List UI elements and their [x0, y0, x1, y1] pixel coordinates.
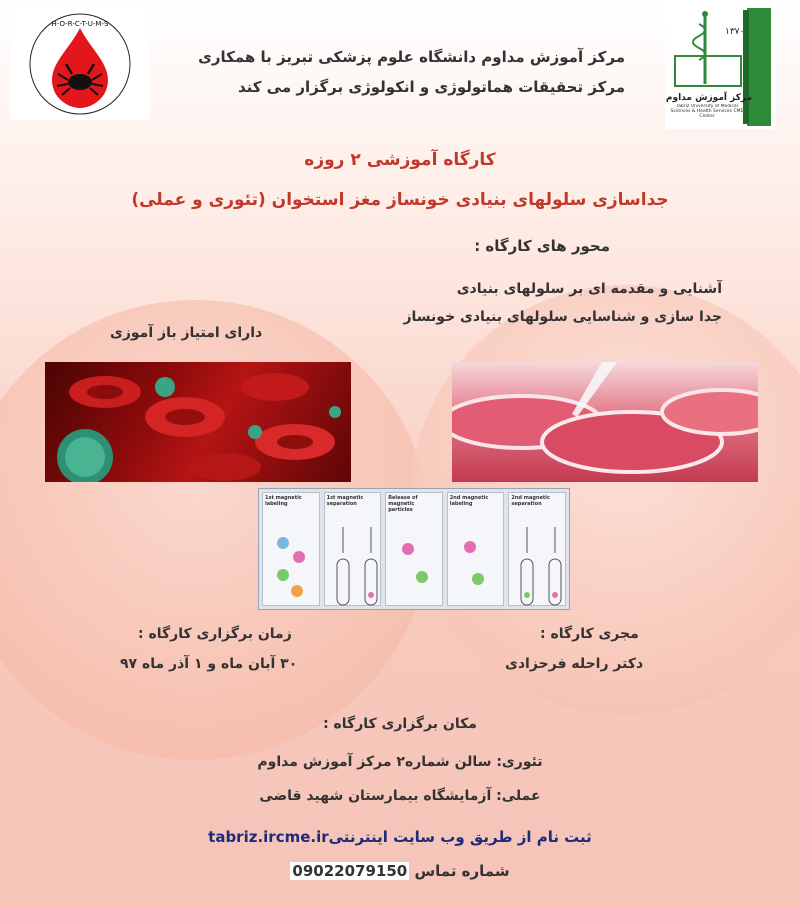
cme-center-logo: [665, 4, 775, 129]
diagram-panel-label: 2nd magnetic separation: [511, 495, 550, 507]
registration-link[interactable]: tabriz.ircme.ir: [208, 828, 329, 846]
diagram-panel-label: Release of magnetic particles: [388, 495, 418, 513]
diagram-panel: [508, 492, 566, 606]
logo-ring-text: H-O-R-C-T-U-M-S: [51, 20, 109, 28]
venue-practical: عملی: آزمایشگاه بیمارستان شهید قاضی: [259, 788, 541, 804]
diagram-panel-label: 2nd magnetic labeling: [449, 495, 489, 507]
diagram-panel: [324, 492, 382, 606]
diagram-panel: [447, 492, 505, 606]
schedule-value: ۳۰ آبان ماه و ۱ آذر ماه ۹۷: [120, 656, 298, 672]
organizer-text: [155, 42, 625, 102]
diagram-panel-label: 1st magnetic separation: [326, 495, 364, 507]
logo-en-text: Tabriz University of Medical Sciences & Health Services CME Center: [670, 104, 744, 119]
logo-number: ۱۳۷۰: [725, 27, 745, 37]
diagram-panel: [385, 492, 443, 606]
organizer-line-2: مرکز تحقیقات هماتولوژی و انکولوژی برگزار می کند: [237, 78, 625, 96]
diagram-panel: [262, 492, 320, 606]
organizer-line-1: مرکز آموزش مداوم دانشگاه علوم پزشکی تبریز با همکاری: [198, 48, 625, 66]
schedule-heading: زمان برگزاری کارگاه :: [138, 626, 292, 642]
workshop-title: کارگاه آموزشی ۲ روزه: [304, 150, 496, 170]
venue-theory: تئوری: سالن شماره۲ مرکز آموزش مداوم: [257, 754, 543, 770]
contact-phone[interactable]: 09022079150: [292, 862, 408, 880]
workshop-subtitle: جداسازی سلولهای بنیادی خونساز مغز استخوان (تئوری و عملی): [131, 190, 669, 210]
petri-dish-image: [452, 362, 758, 482]
horctums-logo: [10, 8, 150, 120]
venue-heading: مکان برگزاری کارگاه :: [323, 716, 477, 732]
blood-cells-image: [45, 362, 351, 482]
credit-note: دارای امتیاز باز آموزی: [110, 325, 263, 341]
diagram-panel-label: 1st magnetic labeling: [265, 495, 302, 507]
topics-heading: محور های کارگاه :: [474, 237, 610, 255]
executor-heading: مجری کارگاه :: [540, 626, 639, 642]
logo-fa-text: مرکز آموزش مداوم: [665, 93, 753, 103]
registration-text: ثبت نام از طریق وب سایت اینترنتی: [328, 828, 592, 846]
contact-line: [0, 862, 800, 880]
topic-item: آشنایی و مقدمه ای بر سلولهای بنیادی: [456, 281, 722, 297]
registration-line: [0, 828, 800, 846]
contact-label: شماره تماس: [414, 862, 510, 880]
executor-value: دکتر راحله فرحزادی: [505, 656, 644, 672]
magnetic-separation-diagram: [258, 488, 570, 610]
topic-item: جدا سازی و شناسایی سلولهای بنیادی خونساز: [403, 309, 722, 325]
